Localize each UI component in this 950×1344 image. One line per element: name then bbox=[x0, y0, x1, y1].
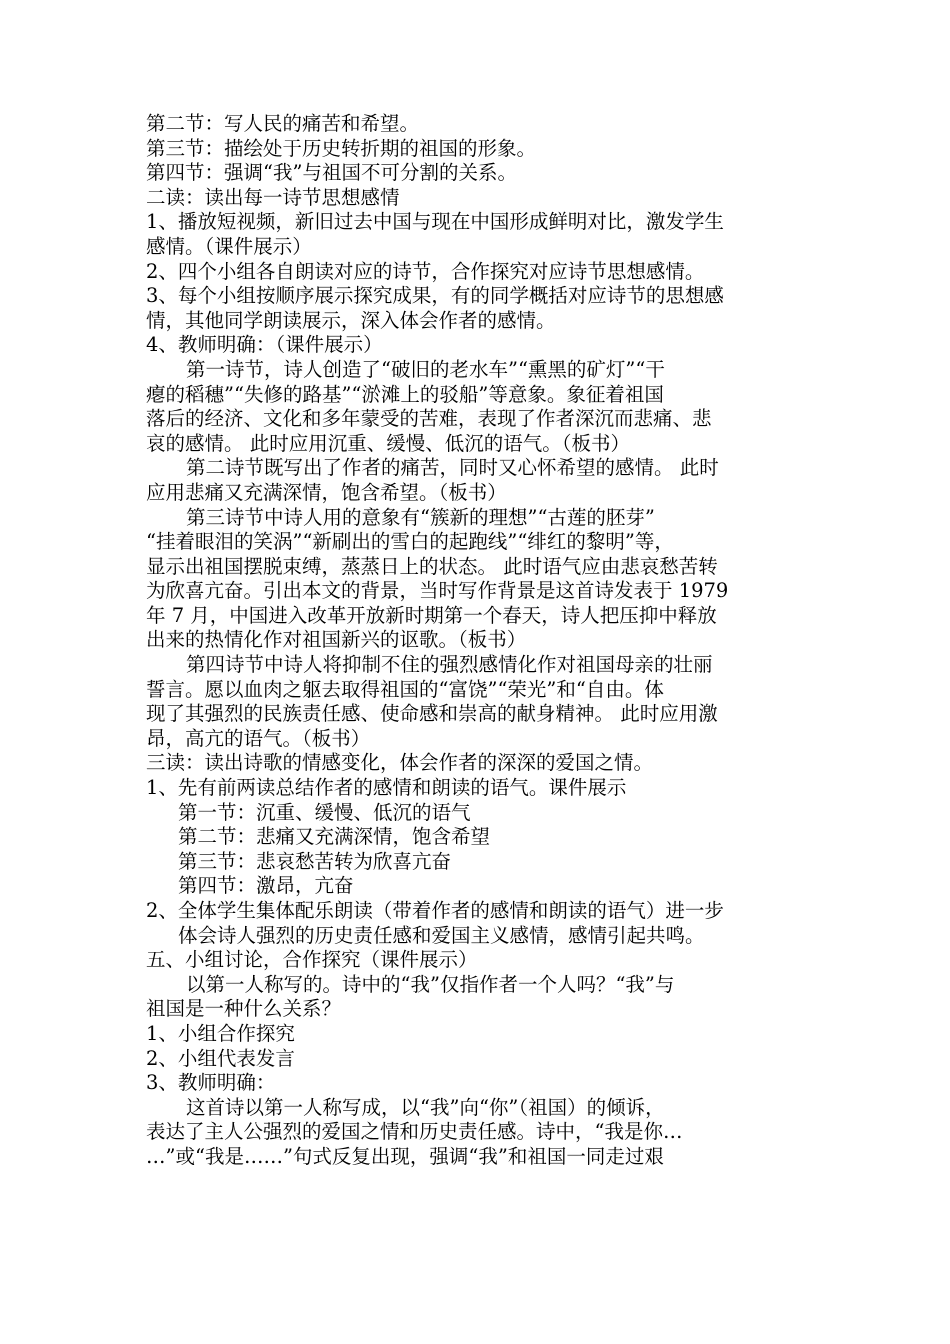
text-line: 第四诗节中诗人将抑制不住的强烈感情化作对祖国母亲的壮丽 bbox=[186, 653, 713, 677]
text-line: 昂，高亢的语气。（板书） bbox=[146, 726, 371, 750]
text-line: 祖国是一种什么关系？ bbox=[146, 997, 342, 1021]
text-line: 2、全体学生集体配乐朗读（带着作者的感情和朗读的语气）进一步 bbox=[146, 899, 724, 922]
text-line: 第一诗节，诗人创造了“破旧的老水车”“熏黑的矿灯”“干 bbox=[186, 357, 665, 381]
text-line: 第二节：写人民的痛苦和希望。 bbox=[146, 112, 420, 135]
document-page bbox=[146, 112, 808, 1170]
text-line: 3、教师明确： bbox=[146, 1071, 276, 1095]
text-line: 第四节：强调“我”与祖国不可分割的关系。 bbox=[146, 161, 517, 185]
text-line: 1、先有前两读总结作者的感情和朗读的语气。课件展示 bbox=[146, 776, 627, 800]
text-line: 为欣喜亢奋。引出本文的背景，当时写作背景是这首诗发表于 1979 bbox=[146, 579, 729, 603]
text-line: 年 7 月，中国进入改革开放新时期第一个春天，诗人把压抑中释放 bbox=[146, 603, 717, 627]
text-line: …”或“我是……”句式反复出现，强调“我”和祖国一同走过艰 bbox=[146, 1144, 664, 1168]
text-line: 感情。（课件展示） bbox=[146, 234, 312, 258]
text-line: 现了其强烈的民族责任感、使命感和崇高的献身精神。 此时应用激 bbox=[146, 702, 718, 726]
text-line: 情，其他同学朗读展示，深入体会作者的感情。 bbox=[146, 308, 556, 332]
text-line: 第三节：悲哀愁苦转为欣喜亢奋 bbox=[178, 849, 452, 873]
text-line: 2、小组代表发言 bbox=[146, 1046, 295, 1070]
text-line: 第三诗节中诗人用的意象有“簇新的理想”“古莲的胚芽” bbox=[186, 505, 655, 529]
text-line: 这首诗以第一人称写成，以“我”向“你”（祖国）的倾诉， bbox=[186, 1095, 665, 1119]
text-line: 3、每个小组按顺序展示探究成果，有的同学概括对应诗节的思想感 bbox=[146, 284, 724, 308]
text-line: 二读：读出每一诗节思想感情 bbox=[146, 185, 400, 209]
text-line: 第二节：悲痛又充满深情，饱含希望 bbox=[178, 825, 491, 849]
text-line: 誓言。愿以血肉之躯去取得祖国的“富饶”“荣光”和“自由。体 bbox=[146, 677, 664, 701]
text-line: “挂着眼泪的笑涡”“新刷出的雪白的起跑线”“绯红的黎明”等， bbox=[146, 530, 674, 554]
text-line: 4、教师明确：（课件展示） bbox=[146, 333, 383, 357]
text-line: 第三节：描绘处于历史转折期的祖国的形象。 bbox=[146, 136, 537, 160]
text-line: 1、小组合作探究 bbox=[146, 1021, 295, 1045]
text-line: 瘪的稻穗”“失修的路基”“淤滩上的驳船”等意象。象征着祖国 bbox=[146, 382, 664, 406]
text-line: 以第一人称写的。诗中的“我”仅指作者一个人吗？“我”与 bbox=[186, 972, 675, 996]
text-line: 体会诗人强烈的历史责任感和爱国主义感情，感情引起共鸣。 bbox=[178, 923, 705, 947]
text-line: 第一节：沉重、缓慢、低沉的语气 bbox=[178, 800, 471, 824]
text-line: 表达了主人公强烈的爱国之情和历史责任感。诗中，“我是你… bbox=[146, 1120, 683, 1144]
text-line: 第二诗节既写出了作者的痛苦，同时又心怀希望的感情。 此时 bbox=[186, 456, 719, 480]
text-line: 应用悲痛又充满深情，饱含希望。（板书） bbox=[146, 480, 507, 504]
text-line: 三读：读出诗歌的情感变化，体会作者的深深的爱国之情。 bbox=[146, 751, 654, 775]
text-line: 显示出祖国摆脱束缚，蒸蒸日上的状态。 此时语气应由悲哀愁苦转 bbox=[146, 554, 718, 578]
text-line: 哀的感情。 此时应用沉重、缓慢、低沉的语气。（板书） bbox=[146, 431, 630, 455]
text-line: 1、播放短视频，新旧过去中国与现在中国形成鲜明对比，激发学生 bbox=[146, 210, 724, 234]
text-line: 出来的热情化作对祖国新兴的讴歌。（板书） bbox=[146, 628, 527, 652]
text-line: 落后的经济、文化和多年蒙受的苦难，表现了作者深沉而悲痛、悲 bbox=[146, 407, 712, 431]
text-line: 2、四个小组各自朗读对应的诗节，合作探究对应诗节思想感情。 bbox=[146, 259, 705, 283]
text-line: 第四节：激昂，亢奋 bbox=[178, 874, 354, 898]
text-line: 五、小组讨论，合作探究（课件展示） bbox=[146, 948, 478, 972]
